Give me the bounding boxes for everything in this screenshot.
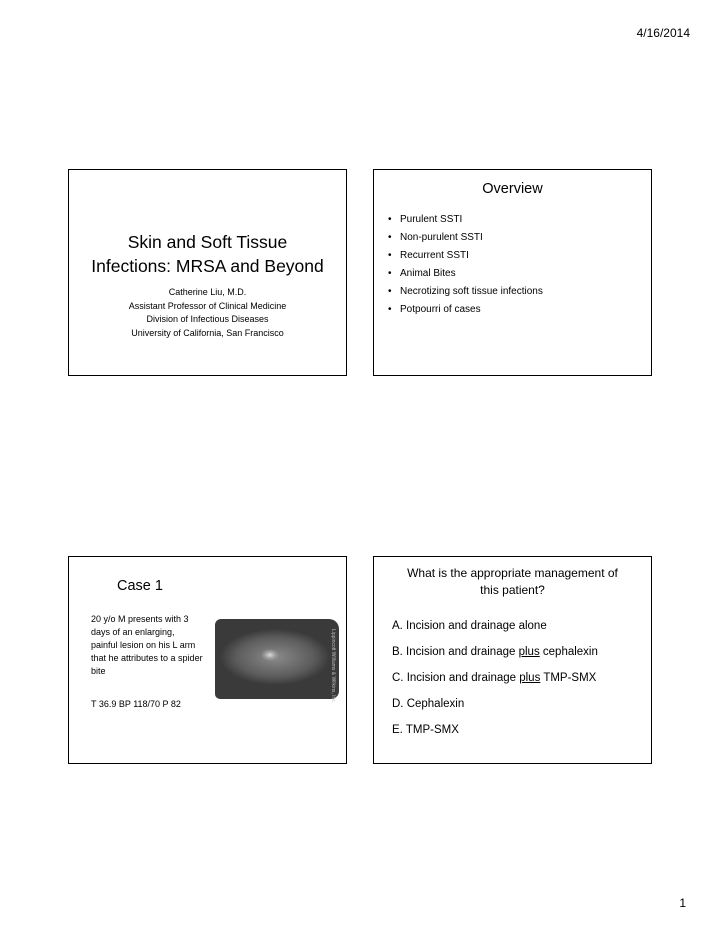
slide-case-1 bbox=[68, 556, 347, 764]
option-b-drug: cephalexin bbox=[539, 646, 598, 658]
option-c bbox=[392, 669, 598, 695]
title-line-1: Skin and Soft Tissue bbox=[127, 232, 288, 252]
overview-title: Overview bbox=[482, 181, 543, 197]
author-institution: University of California, San Francisco bbox=[131, 327, 284, 338]
bullet-icon: • bbox=[388, 214, 392, 225]
photo-watermark: Lippincott Williams & Wilkins, Inc. bbox=[330, 629, 336, 704]
option-c-text: C. Incision and drainage bbox=[392, 672, 520, 684]
overview-list bbox=[388, 211, 543, 319]
page-number: 1 bbox=[679, 896, 686, 910]
list-item-label: Non-purulent SSTI bbox=[400, 232, 483, 243]
case-title: Case 1 bbox=[117, 578, 163, 594]
bullet-icon: • bbox=[388, 268, 392, 279]
author-block bbox=[69, 286, 346, 340]
presentation-title bbox=[69, 230, 346, 278]
slide-overview bbox=[373, 169, 652, 376]
option-d: D. Cephalexin bbox=[392, 698, 465, 710]
title-line-2: Infections: MRSA and Beyond bbox=[91, 256, 324, 276]
arm-lesion-photo bbox=[215, 619, 339, 704]
handout-date: 4/16/2014 bbox=[636, 26, 690, 40]
bullet-icon: • bbox=[388, 286, 392, 297]
option-b-text: B. Incision and drainage bbox=[392, 646, 519, 658]
author-division: Division of Infectious Diseases bbox=[146, 314, 269, 324]
slide-title bbox=[68, 169, 347, 376]
option-a: A. Incision and drainage alone bbox=[392, 620, 547, 632]
list-item-label: Animal Bites bbox=[400, 268, 456, 279]
list-item bbox=[388, 283, 543, 301]
list-item-label: Necrotizing soft tissue infections bbox=[400, 286, 543, 297]
question-line-1: What is the appropriate management of bbox=[407, 566, 618, 580]
list-item bbox=[388, 265, 543, 283]
bullet-icon: • bbox=[388, 304, 392, 315]
list-item-label: Potpourri of cases bbox=[400, 304, 481, 315]
list-item bbox=[388, 211, 543, 229]
list-item bbox=[388, 301, 543, 319]
author-name: Catherine Liu, M.D. bbox=[168, 287, 247, 297]
option-e: E. TMP-SMX bbox=[392, 724, 459, 736]
list-item-label: Recurrent SSTI bbox=[400, 250, 469, 261]
case-description: 20 y/o M presents with 3 days of an enlarging, painful lesion on his L arm that he attributes to a spider bite bbox=[91, 614, 203, 676]
slide-question bbox=[373, 556, 652, 764]
list-item-label: Purulent SSTI bbox=[400, 214, 463, 225]
option-b bbox=[392, 643, 598, 669]
answer-options bbox=[392, 617, 598, 747]
case-vitals: T 36.9 BP 118/70 P 82 bbox=[91, 699, 181, 709]
option-b-underlined: plus bbox=[518, 646, 540, 658]
option-c-underlined: plus bbox=[519, 672, 541, 684]
option-c-drug: TMP-SMX bbox=[540, 672, 597, 684]
author-position: Assistant Professor of Clinical Medicine bbox=[128, 300, 287, 311]
question-line-2: this patient? bbox=[480, 583, 545, 597]
bullet-icon: • bbox=[388, 250, 392, 261]
bullet-icon: • bbox=[388, 232, 392, 243]
question-title bbox=[374, 565, 651, 599]
list-item bbox=[388, 229, 543, 247]
list-item bbox=[388, 247, 543, 265]
